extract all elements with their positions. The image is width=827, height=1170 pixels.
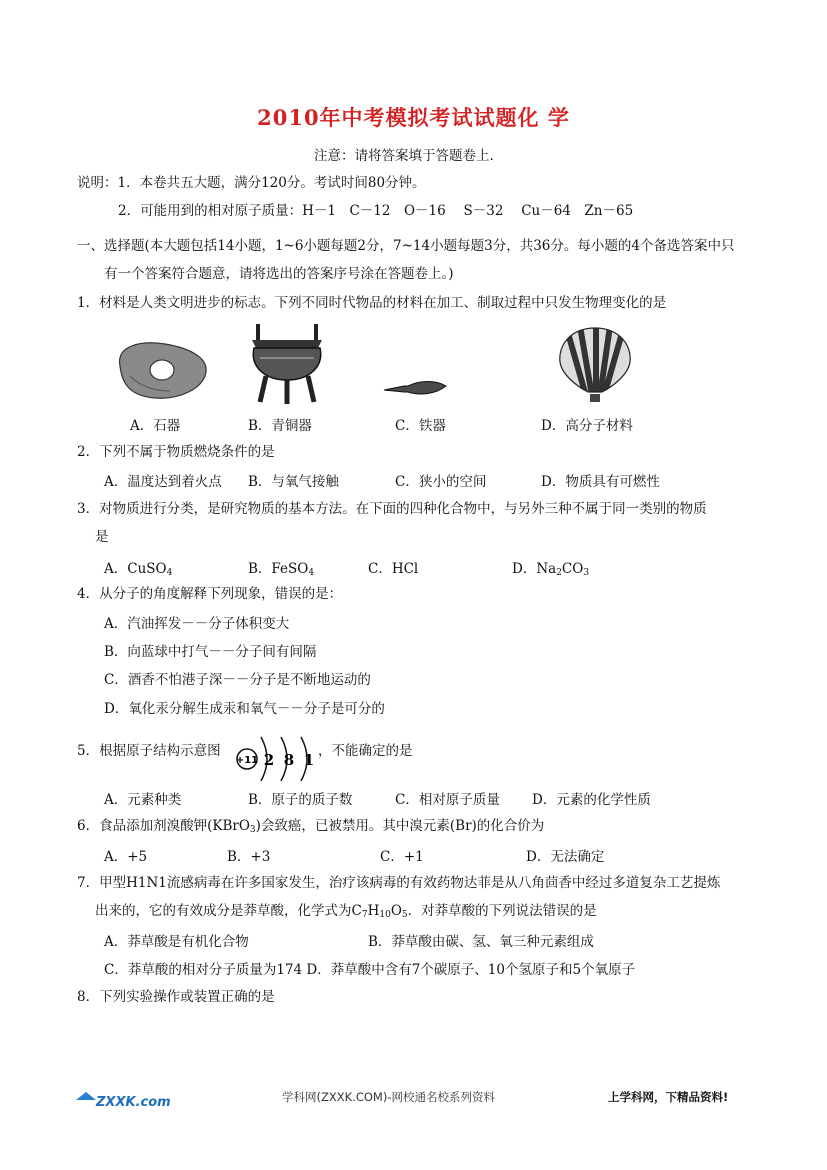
q3-stem-cont: 是 — [95, 529, 109, 545]
q5-option-b: B．原子的质子数 — [248, 792, 353, 808]
q7-stem: 7．甲型H1N1流感病毒在许多国家发生，治疗该病毒的有效药物达菲是从八角茴香中经过多道复杂工艺提炼 — [77, 875, 721, 891]
q2-stem: 2．下列不属于物质燃烧条件的是 — [77, 444, 275, 460]
footer-logo-text: ZXXK.com — [96, 1095, 171, 1110]
q2-option-d: D．物质具有可燃性 — [541, 474, 660, 490]
q3-option-a: A．CuSO$_4$ — [104, 561, 173, 578]
shell-2-electrons: 8 — [283, 751, 295, 769]
q1-stem: 1．材料是人类文明进步的标志。下列不同时代物品的材料在加工、制取过程中只发生物理变化的是 — [77, 295, 667, 311]
q4-option-b: B．向蓝球中打气－－分子间有间隔 — [104, 644, 317, 660]
q3-option-d: D．$Na_2CO_3$ — [512, 561, 590, 578]
iron-tool-image — [380, 374, 448, 400]
q5-option-d: D．元素的化学性质 — [532, 792, 651, 808]
q4-option-d: D．氧化汞分解生成汞和氧气－－分子是可分的 — [104, 701, 385, 717]
nucleus-label: +11 — [235, 755, 259, 766]
q7-option-b: B．莽草酸由碳、氢、氧三种元素组成 — [368, 934, 594, 950]
q3-option-b: B．FeSO$_4$ — [248, 561, 315, 578]
q1-option-a: A．石器 — [130, 418, 181, 434]
q6-option-a: A．+5 — [104, 849, 148, 865]
q2-option-b: B．与氧气接触 — [248, 474, 339, 490]
bronze-vessel-image — [244, 322, 330, 406]
q7-stem-cont: 出来的，它的有效成分是莽草酸，化学式为$C_7H_{10}O_5$．对莽草酸的下列说法错误的是 — [95, 903, 597, 920]
instructions-line-2: 2．可能用到的相对原子质量：H－1 C－12 O－16 S－32 Cu－64 Zn－65 — [118, 203, 634, 219]
q6-option-b: B．+3 — [227, 849, 271, 865]
notice: 注意：请将答案填于答题卷上. — [314, 148, 494, 164]
q7-option-cd: C．莽草酸的相对分子质量为174 D．莽草酸中含有7个碳原子、10个氢原子和5个氧原子 — [104, 962, 636, 978]
footer-logo — [72, 1086, 171, 1112]
q2-option-c: C．狭小的空间 — [395, 474, 487, 490]
q5-stem: 5．根据原子结构示意图 — [77, 743, 221, 759]
q3-option-c: C．HCl — [368, 561, 419, 577]
q6-option-d: D．无法确定 — [526, 849, 605, 865]
page-title: 2010年中考模拟考试试题化 学 — [257, 105, 570, 130]
q7-option-a: A．莽草酸是有机化合物 — [104, 934, 249, 950]
q5-stem-cont: ，不能确定的是 — [318, 743, 413, 759]
q1-option-d: D．高分子材料 — [541, 418, 633, 434]
footer-center-text: 学科网(ZXXK.COM)-网校通名校系列资料 — [282, 1090, 495, 1104]
hot-air-balloon-image — [556, 326, 634, 404]
shell-3-electrons: 1 — [303, 751, 315, 769]
q5-option-a: A．元素种类 — [104, 792, 182, 808]
q5-option-c: C．相对原子质量 — [395, 792, 500, 808]
atom-structure-diagram — [233, 733, 323, 785]
q6-stem: 6．食品添加剂溴酸钾(KBrO$_3$)会致癌，已被禁用。其中溴元素(Br)的化合价为 — [77, 818, 545, 835]
q2-option-a: A．温度达到着火点 — [104, 474, 222, 490]
instructions-line-1: 说明：1．本卷共五大题，满分120分。考试时间80分钟。 — [77, 175, 426, 191]
shell-1-electrons: 2 — [263, 751, 275, 769]
stone-tool-image — [110, 336, 210, 404]
q1-option-b: B．青铜器 — [248, 418, 312, 434]
q8-stem: 8．下列实验操作或装置正确的是 — [77, 989, 275, 1005]
q4-option-c: C．酒香不怕港子深－－分子是不断地运动的 — [104, 672, 371, 688]
q1-option-c: C．铁器 — [395, 418, 446, 434]
q4-stem: 4．从分子的角度解释下列现象，错误的是： — [77, 586, 343, 602]
section-1-heading-cont: 有一个答案符合题意，请将选出的答案序号涂在答题卷上。) — [104, 266, 454, 282]
footer-right-text: 上学科网，下精品资料! — [608, 1090, 729, 1104]
q4-option-a: A．汽油挥发－－分子体积变大 — [104, 616, 290, 632]
q3-stem: 3．对物质进行分类，是研究物质的基本方法。在下面的四种化合物中，与另外三种不属于同一类别的物质 — [77, 501, 707, 517]
section-1-heading: 一、选择题(本大题包括14小题，1~6小题每题2分，7~14小题每题3分，共36分。每小题的4个备选答案中只 — [77, 238, 735, 254]
q6-option-c: C．+1 — [380, 849, 424, 865]
